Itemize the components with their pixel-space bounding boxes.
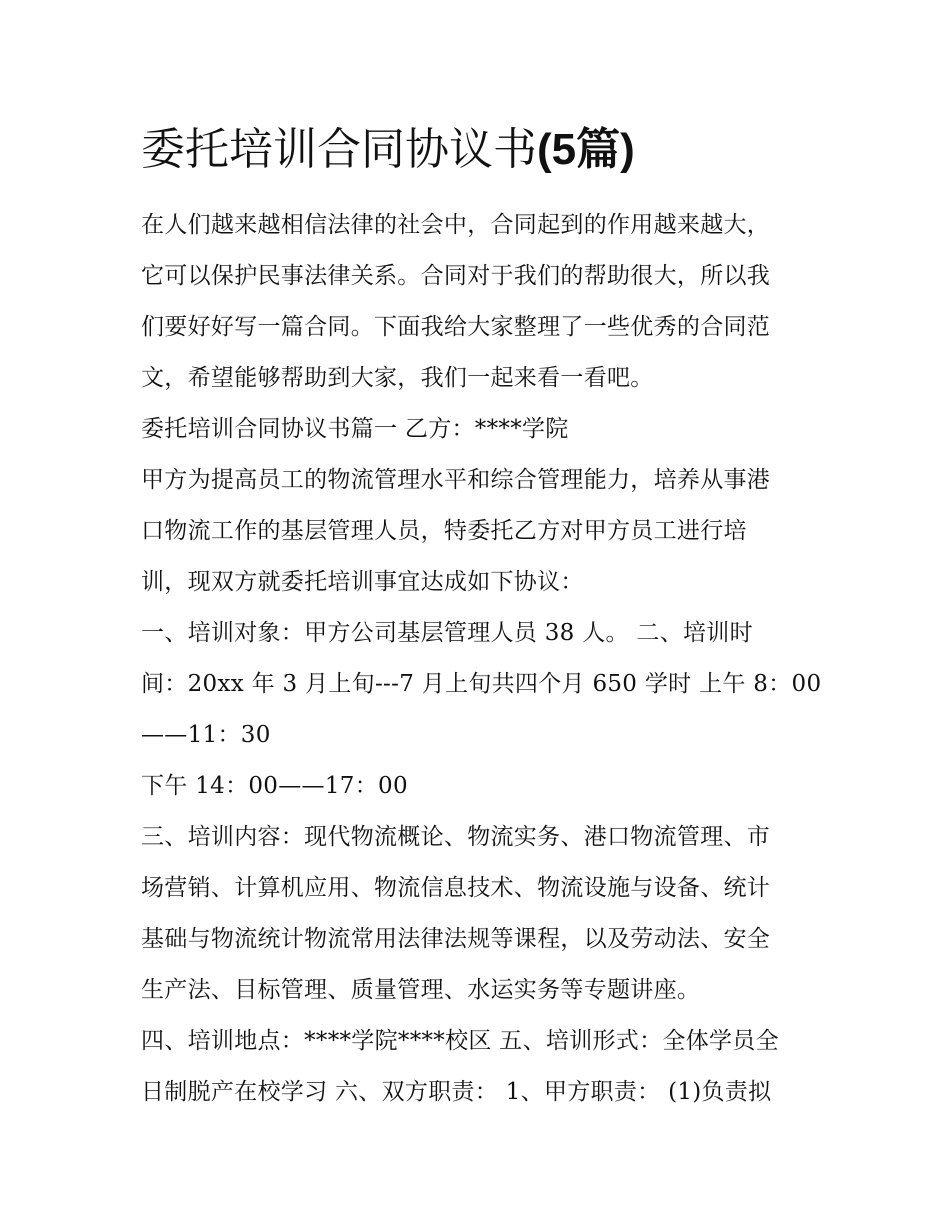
- paragraph-line: 训，现双方就委托培训事宜达成如下协议：: [141, 569, 584, 595]
- document-title: [141, 120, 821, 180]
- paragraph-line: 日制脱产在校学习 六、双方职责： 1、甲方职责： (1)负责拟: [141, 1079, 772, 1105]
- paragraph-line: 甲方为提高员工的物流管理水平和综合管理能力，培养从事港: [141, 467, 771, 493]
- paragraph-line: 们要好好写一篇合同。下面我给大家整理了一些优秀的合同范: [141, 314, 771, 340]
- paragraph-line: 在人们越来越相信法律的社会中，合同起到的作用越来越大，: [141, 212, 771, 238]
- paragraph-line: 间：20xx 年 3 月上旬---7 月上旬共四个月 650 学时 上午 8：00: [141, 671, 822, 697]
- paragraph-line: 三、培训内容：现代物流概论、物流实务、港口物流管理、市: [141, 824, 771, 850]
- paragraph-line: 文，希望能够帮助到大家，我们一起来看一看吧。: [141, 365, 654, 391]
- paragraph-line: 口物流工作的基层管理人员，特委托乙方对甲方员工进行培: [141, 518, 747, 544]
- paragraph-line: ——11：30: [141, 722, 271, 748]
- title-suffix: (5篇): [537, 125, 635, 174]
- section-heading-line: 委托培训合同协议书篇一 乙方：****学院: [141, 416, 569, 442]
- paragraph-line: 一、培训对象：甲方公司基层管理人员 38 人。 二、培训时: [141, 620, 753, 646]
- title-main: 委托培训合同协议书: [141, 124, 537, 175]
- paragraph-line: 四、培训地点：****学院****校区 五、培训形式：全体学员全: [141, 1028, 779, 1054]
- paragraph-line: 下午 14：00——17：00: [141, 773, 408, 799]
- paragraph-line: 基础与物流统计物流常用法律法规等课程，以及劳动法、安全: [141, 926, 771, 952]
- paragraph-line: 生产法、目标管理、质量管理、水运实务等专题讲座。: [141, 977, 701, 1003]
- document-body: [141, 108, 821, 1118]
- paragraph-line: 它可以保护民事法律关系。合同对于我们的帮助很大，所以我: [141, 263, 771, 289]
- paragraph-line: 场营销、计算机应用、物流信息技术、物流设施与设备、统计: [141, 875, 771, 901]
